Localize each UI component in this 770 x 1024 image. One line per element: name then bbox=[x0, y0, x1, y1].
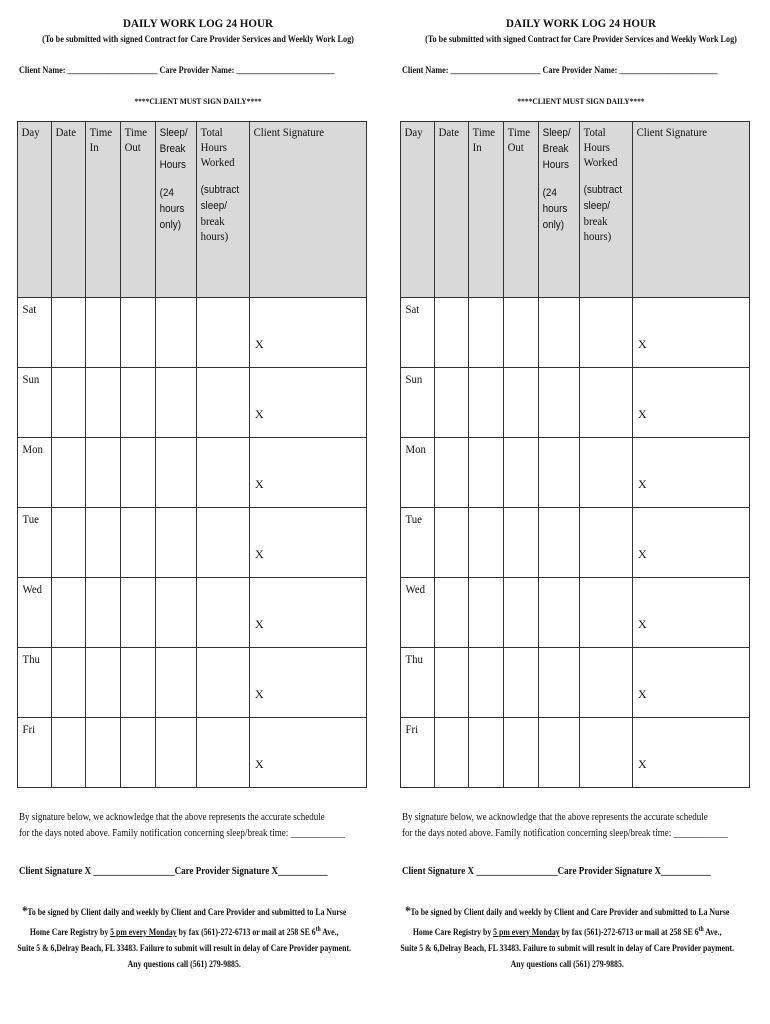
time-out-cell[interactable] bbox=[504, 508, 539, 578]
total-cell[interactable] bbox=[197, 368, 250, 438]
time-in-cell[interactable] bbox=[86, 368, 121, 438]
total-cell[interactable] bbox=[197, 578, 250, 648]
header-client-signature: Client Signature bbox=[633, 122, 750, 298]
signature-mark: X bbox=[638, 617, 647, 631]
header-sleep-break: Sleep/ Break Hours (24 hours only) bbox=[156, 122, 197, 298]
table-row bbox=[401, 438, 750, 508]
sleep-cell[interactable] bbox=[156, 578, 197, 648]
signature-cell[interactable] bbox=[633, 298, 750, 368]
time-out-cell[interactable] bbox=[504, 718, 539, 788]
time-in-cell[interactable] bbox=[469, 578, 504, 648]
total-cell[interactable] bbox=[197, 508, 250, 578]
header-total-hours: Total Hours Worked (subtract sleep/ break hours) bbox=[580, 122, 633, 298]
total-cell[interactable] bbox=[197, 718, 250, 788]
table-row bbox=[18, 438, 367, 508]
signature-mark: X bbox=[638, 687, 647, 701]
header-time-out: Time Out bbox=[121, 122, 156, 298]
header-day: Day bbox=[401, 122, 435, 298]
signature-mark: X bbox=[255, 687, 264, 701]
signature-cell[interactable] bbox=[250, 368, 367, 438]
time-in-cell[interactable] bbox=[469, 508, 504, 578]
total-cell[interactable] bbox=[580, 508, 633, 578]
header-date: Date bbox=[435, 122, 469, 298]
total-cell[interactable] bbox=[580, 438, 633, 508]
time-out-cell[interactable] bbox=[121, 368, 156, 438]
form-title: DAILY WORK LOG 24 HOUR bbox=[123, 16, 273, 30]
signature-mark: X bbox=[255, 617, 264, 631]
signature-cell[interactable] bbox=[633, 718, 750, 788]
signature-mark: X bbox=[638, 477, 647, 491]
total-cell[interactable] bbox=[580, 718, 633, 788]
time-in-cell[interactable] bbox=[86, 298, 121, 368]
signature-line: Client Signature X __________________Care Provider Signature X___________ bbox=[402, 866, 711, 877]
signature-mark: X bbox=[638, 337, 647, 351]
names-line: Client Name: ______________________ Care Provider Name: ________________________ bbox=[402, 66, 718, 76]
total-cell[interactable] bbox=[580, 648, 633, 718]
form-subtitle: (To be submitted with signed Contract for Care Provider Services and Weekly Work Log) bbox=[42, 35, 354, 45]
time-out-cell[interactable] bbox=[504, 368, 539, 438]
signature-mark: X bbox=[255, 477, 264, 491]
header-time-in: Time In bbox=[469, 122, 504, 298]
date-cell[interactable] bbox=[435, 298, 469, 368]
sleep-cell[interactable] bbox=[539, 298, 580, 368]
total-cell[interactable] bbox=[197, 298, 250, 368]
total-cell[interactable] bbox=[580, 368, 633, 438]
date-cell[interactable] bbox=[435, 718, 469, 788]
date-cell[interactable] bbox=[435, 508, 469, 578]
header-day: Day bbox=[18, 122, 52, 298]
sleep-cell[interactable] bbox=[539, 718, 580, 788]
signature-mark: X bbox=[255, 757, 264, 771]
sleep-cell[interactable] bbox=[156, 508, 197, 578]
signature-mark: X bbox=[638, 547, 647, 561]
day-label: Sat bbox=[22, 302, 37, 316]
date-cell[interactable] bbox=[52, 648, 86, 718]
table-row bbox=[18, 648, 367, 718]
sleep-cell[interactable] bbox=[156, 438, 197, 508]
day-label: Tue bbox=[22, 512, 39, 526]
day-label: Tue bbox=[405, 512, 422, 526]
acknowledgement-text: By signature below, we acknowledge that the above represents the accurate schedule for the days noted above. Family notification concerning sleep/break time: ____________ bbox=[19, 812, 345, 839]
date-cell[interactable] bbox=[435, 438, 469, 508]
date-cell[interactable] bbox=[435, 368, 469, 438]
table-row bbox=[18, 298, 367, 368]
header-date: Date bbox=[52, 122, 86, 298]
header-sleep-break: Sleep/ Break Hours (24 hours only) bbox=[539, 122, 580, 298]
signature-cell[interactable] bbox=[633, 368, 750, 438]
table-row bbox=[18, 578, 367, 648]
time-in-cell[interactable] bbox=[469, 438, 504, 508]
footer-instructions: *To be signed by Client daily and weekly by Client and Care Provider and submitted to La Nurse Home Care Registry by 5 pm every Monday by fax (561)-272-6713 or mail at 258 SE 6th Ave., Suite 5 & 6,Delray Beach, FL 33483. Failure to submit will result in delay of Care Provider payment. Any questions call (561) 279-9885. bbox=[400, 903, 734, 971]
header-row bbox=[401, 122, 750, 298]
sleep-cell[interactable] bbox=[156, 298, 197, 368]
header-row bbox=[18, 122, 367, 298]
signature-cell[interactable] bbox=[633, 648, 750, 718]
signature-line: Client Signature X __________________Care Provider Signature X___________ bbox=[19, 866, 328, 877]
acknowledgement-text: By signature below, we acknowledge that the above represents the accurate schedule for the days noted above. Family notification concerning sleep/break time: ____________ bbox=[402, 812, 728, 839]
header-total-hours: Total Hours Worked (subtract sleep/ break hours) bbox=[197, 122, 250, 298]
signature-cell[interactable] bbox=[250, 508, 367, 578]
table-row bbox=[18, 718, 367, 788]
date-cell[interactable] bbox=[435, 648, 469, 718]
time-out-cell[interactable] bbox=[121, 718, 156, 788]
date-cell[interactable] bbox=[52, 578, 86, 648]
signature-cell[interactable] bbox=[250, 438, 367, 508]
time-in-cell[interactable] bbox=[86, 648, 121, 718]
date-cell[interactable] bbox=[52, 438, 86, 508]
date-cell[interactable] bbox=[435, 578, 469, 648]
time-in-cell[interactable] bbox=[469, 718, 504, 788]
time-in-cell[interactable] bbox=[86, 578, 121, 648]
day-label: Thu bbox=[22, 652, 40, 666]
sleep-cell[interactable] bbox=[156, 648, 197, 718]
time-in-cell[interactable] bbox=[469, 648, 504, 718]
form-title: DAILY WORK LOG 24 HOUR bbox=[506, 16, 656, 30]
time-out-cell[interactable] bbox=[504, 298, 539, 368]
table-row bbox=[18, 368, 367, 438]
signature-cell[interactable] bbox=[250, 648, 367, 718]
date-cell[interactable] bbox=[52, 298, 86, 368]
total-cell[interactable] bbox=[197, 438, 250, 508]
time-out-cell[interactable] bbox=[504, 648, 539, 718]
day-label: Mon bbox=[22, 442, 43, 456]
day-label: Sat bbox=[405, 302, 420, 316]
time-out-cell[interactable] bbox=[121, 578, 156, 648]
date-cell[interactable] bbox=[52, 368, 86, 438]
signature-mark: X bbox=[255, 337, 264, 351]
header-client-signature: Client Signature bbox=[250, 122, 367, 298]
table-row bbox=[401, 298, 750, 368]
time-in-cell[interactable] bbox=[86, 508, 121, 578]
signature-cell[interactable] bbox=[633, 578, 750, 648]
day-label: Thu bbox=[405, 652, 423, 666]
signature-cell[interactable] bbox=[250, 718, 367, 788]
day-label: Fri bbox=[405, 722, 419, 736]
header-time-out: Time Out bbox=[504, 122, 539, 298]
total-cell[interactable] bbox=[580, 298, 633, 368]
must-sign-notice: ****CLIENT MUST SIGN DAILY**** bbox=[517, 96, 645, 106]
table-row bbox=[401, 578, 750, 648]
total-cell[interactable] bbox=[197, 648, 250, 718]
time-in-cell[interactable] bbox=[469, 368, 504, 438]
sleep-cell[interactable] bbox=[156, 718, 197, 788]
date-cell[interactable] bbox=[52, 508, 86, 578]
time-out-cell[interactable] bbox=[121, 438, 156, 508]
sleep-cell[interactable] bbox=[539, 368, 580, 438]
signature-cell[interactable] bbox=[633, 438, 750, 508]
signature-mark: X bbox=[255, 547, 264, 561]
time-out-cell[interactable] bbox=[121, 648, 156, 718]
must-sign-notice: ****CLIENT MUST SIGN DAILY**** bbox=[134, 96, 262, 106]
total-cell[interactable] bbox=[580, 578, 633, 648]
day-label: Fri bbox=[22, 722, 36, 736]
time-out-cell[interactable] bbox=[121, 298, 156, 368]
time-in-cell[interactable] bbox=[86, 718, 121, 788]
sleep-cell[interactable] bbox=[156, 368, 197, 438]
signature-cell[interactable] bbox=[250, 298, 367, 368]
signature-mark: X bbox=[638, 757, 647, 771]
signature-mark: X bbox=[638, 407, 647, 421]
table-row bbox=[401, 508, 750, 578]
table-row bbox=[401, 718, 750, 788]
sleep-cell[interactable] bbox=[539, 508, 580, 578]
signature-cell[interactable] bbox=[633, 508, 750, 578]
day-label: Sun bbox=[405, 372, 423, 386]
form-subtitle: (To be submitted with signed Contract for Care Provider Services and Weekly Work Log) bbox=[425, 35, 737, 45]
time-out-cell[interactable] bbox=[121, 508, 156, 578]
sleep-cell[interactable] bbox=[539, 578, 580, 648]
day-label: Wed bbox=[22, 582, 43, 596]
table-row bbox=[18, 508, 367, 578]
signature-cell[interactable] bbox=[250, 578, 367, 648]
names-line: Client Name: ______________________ Care Provider Name: ________________________ bbox=[19, 66, 335, 76]
table-row bbox=[401, 368, 750, 438]
sleep-cell[interactable] bbox=[539, 648, 580, 718]
footer-instructions: *To be signed by Client daily and weekly by Client and Care Provider and submitted to La Nurse Home Care Registry by 5 pm every Monday by fax (561)-272-6713 or mail at 258 SE 6th Ave., Suite 5 & 6,Delray Beach, FL 33483. Failure to submit will result in delay of Care Provider payment. Any questions call (561) 279-9885. bbox=[17, 903, 351, 971]
time-out-cell[interactable] bbox=[504, 578, 539, 648]
day-label: Sun bbox=[22, 372, 40, 386]
date-cell[interactable] bbox=[52, 718, 86, 788]
sleep-cell[interactable] bbox=[539, 438, 580, 508]
day-label: Mon bbox=[405, 442, 426, 456]
signature-mark: X bbox=[255, 407, 264, 421]
time-out-cell[interactable] bbox=[504, 438, 539, 508]
time-in-cell[interactable] bbox=[469, 298, 504, 368]
day-label: Wed bbox=[405, 582, 426, 596]
work-log-table bbox=[17, 121, 367, 788]
table-row bbox=[401, 648, 750, 718]
work-log-table bbox=[400, 121, 750, 788]
time-in-cell[interactable] bbox=[86, 438, 121, 508]
header-time-in: Time In bbox=[86, 122, 121, 298]
